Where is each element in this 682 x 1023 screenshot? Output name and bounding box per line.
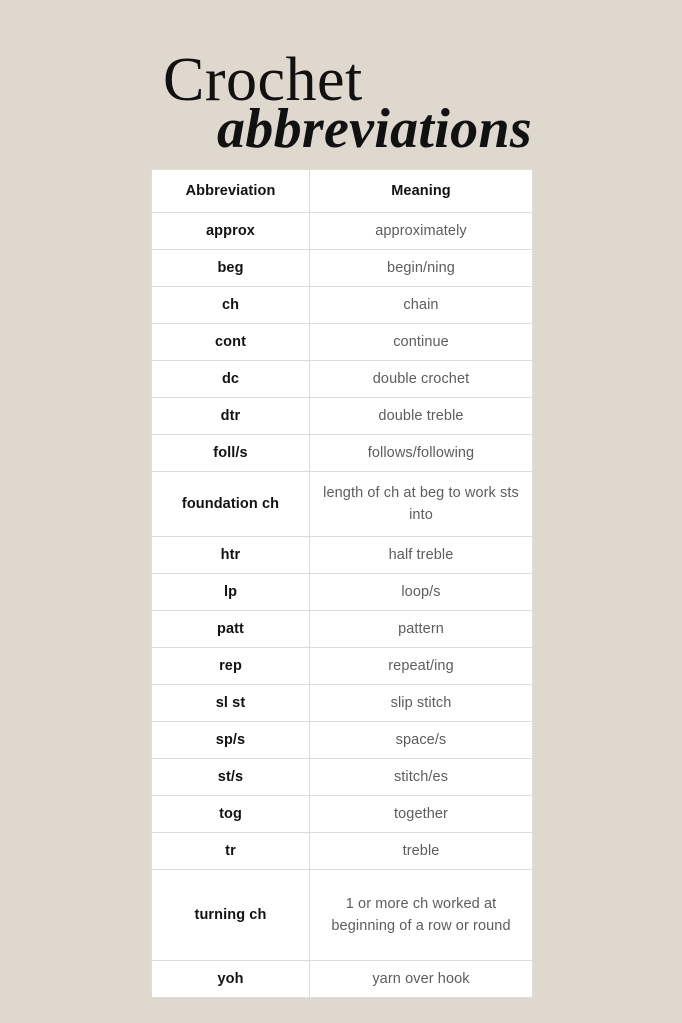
cell-abbreviation: dc xyxy=(152,361,310,398)
table-row xyxy=(152,472,533,537)
cell-meaning: approximately xyxy=(310,213,533,250)
table-row xyxy=(152,759,533,796)
table-row xyxy=(152,324,533,361)
table-row xyxy=(152,833,533,870)
cell-abbreviation: tog xyxy=(152,796,310,833)
cell-meaning: repeat/ing xyxy=(310,648,533,685)
cell-meaning: stitch/es xyxy=(310,759,533,796)
cell-meaning: follows/following xyxy=(310,435,533,472)
cell-abbreviation: foll/s xyxy=(152,435,310,472)
table-row xyxy=(152,961,533,998)
table-row xyxy=(152,870,533,961)
table-row xyxy=(152,435,533,472)
cell-abbreviation: rep xyxy=(152,648,310,685)
cell-meaning: loop/s xyxy=(310,574,533,611)
table-row xyxy=(152,287,533,324)
cell-abbreviation: dtr xyxy=(152,398,310,435)
cell-abbreviation: sp/s xyxy=(152,722,310,759)
table-row xyxy=(152,250,533,287)
table-row xyxy=(152,398,533,435)
cell-meaning: half treble xyxy=(310,537,533,574)
cell-meaning: 1 or more ch worked at beginning of a row or round xyxy=(310,870,533,961)
cell-abbreviation: st/s xyxy=(152,759,310,796)
title-line-abbreviations: abbreviations xyxy=(216,98,532,161)
cell-meaning: together xyxy=(310,796,533,833)
cell-meaning: continue xyxy=(310,324,533,361)
table-row xyxy=(152,796,533,833)
table-row xyxy=(152,574,533,611)
cell-meaning: treble xyxy=(310,833,533,870)
table-header xyxy=(152,170,533,213)
table-row xyxy=(152,537,533,574)
cell-meaning: length of ch at beg to work sts into xyxy=(310,472,533,537)
table-row xyxy=(152,361,533,398)
table-row xyxy=(152,722,533,759)
cell-abbreviation: approx xyxy=(152,213,310,250)
cell-abbreviation: yoh xyxy=(152,961,310,998)
cell-abbreviation: htr xyxy=(152,537,310,574)
cell-meaning: double treble xyxy=(310,398,533,435)
column-header-meaning: Meaning xyxy=(310,170,533,213)
table-body xyxy=(152,213,533,998)
cell-meaning: pattern xyxy=(310,611,533,648)
cell-abbreviation: ch xyxy=(152,287,310,324)
cell-meaning: double crochet xyxy=(310,361,533,398)
table-row xyxy=(152,213,533,250)
cell-abbreviation: foundation ch xyxy=(152,472,310,537)
table-row xyxy=(152,685,533,722)
abbreviations-table xyxy=(151,169,533,998)
column-header-abbreviation: Abbreviation xyxy=(152,170,310,213)
cell-abbreviation: cont xyxy=(152,324,310,361)
cell-abbreviation: lp xyxy=(152,574,310,611)
cell-abbreviation: turning ch xyxy=(152,870,310,961)
table-row xyxy=(152,611,533,648)
title-line-crochet: Crochet xyxy=(163,46,363,114)
table-header-row xyxy=(152,170,533,213)
cell-meaning: space/s xyxy=(310,722,533,759)
page-title xyxy=(151,46,532,161)
cell-abbreviation: patt xyxy=(152,611,310,648)
cell-meaning: begin/ning xyxy=(310,250,533,287)
cell-abbreviation: beg xyxy=(152,250,310,287)
cell-meaning: yarn over hook xyxy=(310,961,533,998)
cell-abbreviation: tr xyxy=(152,833,310,870)
table-row xyxy=(152,648,533,685)
cell-meaning: slip stitch xyxy=(310,685,533,722)
cell-meaning: chain xyxy=(310,287,533,324)
cell-abbreviation: sl st xyxy=(152,685,310,722)
